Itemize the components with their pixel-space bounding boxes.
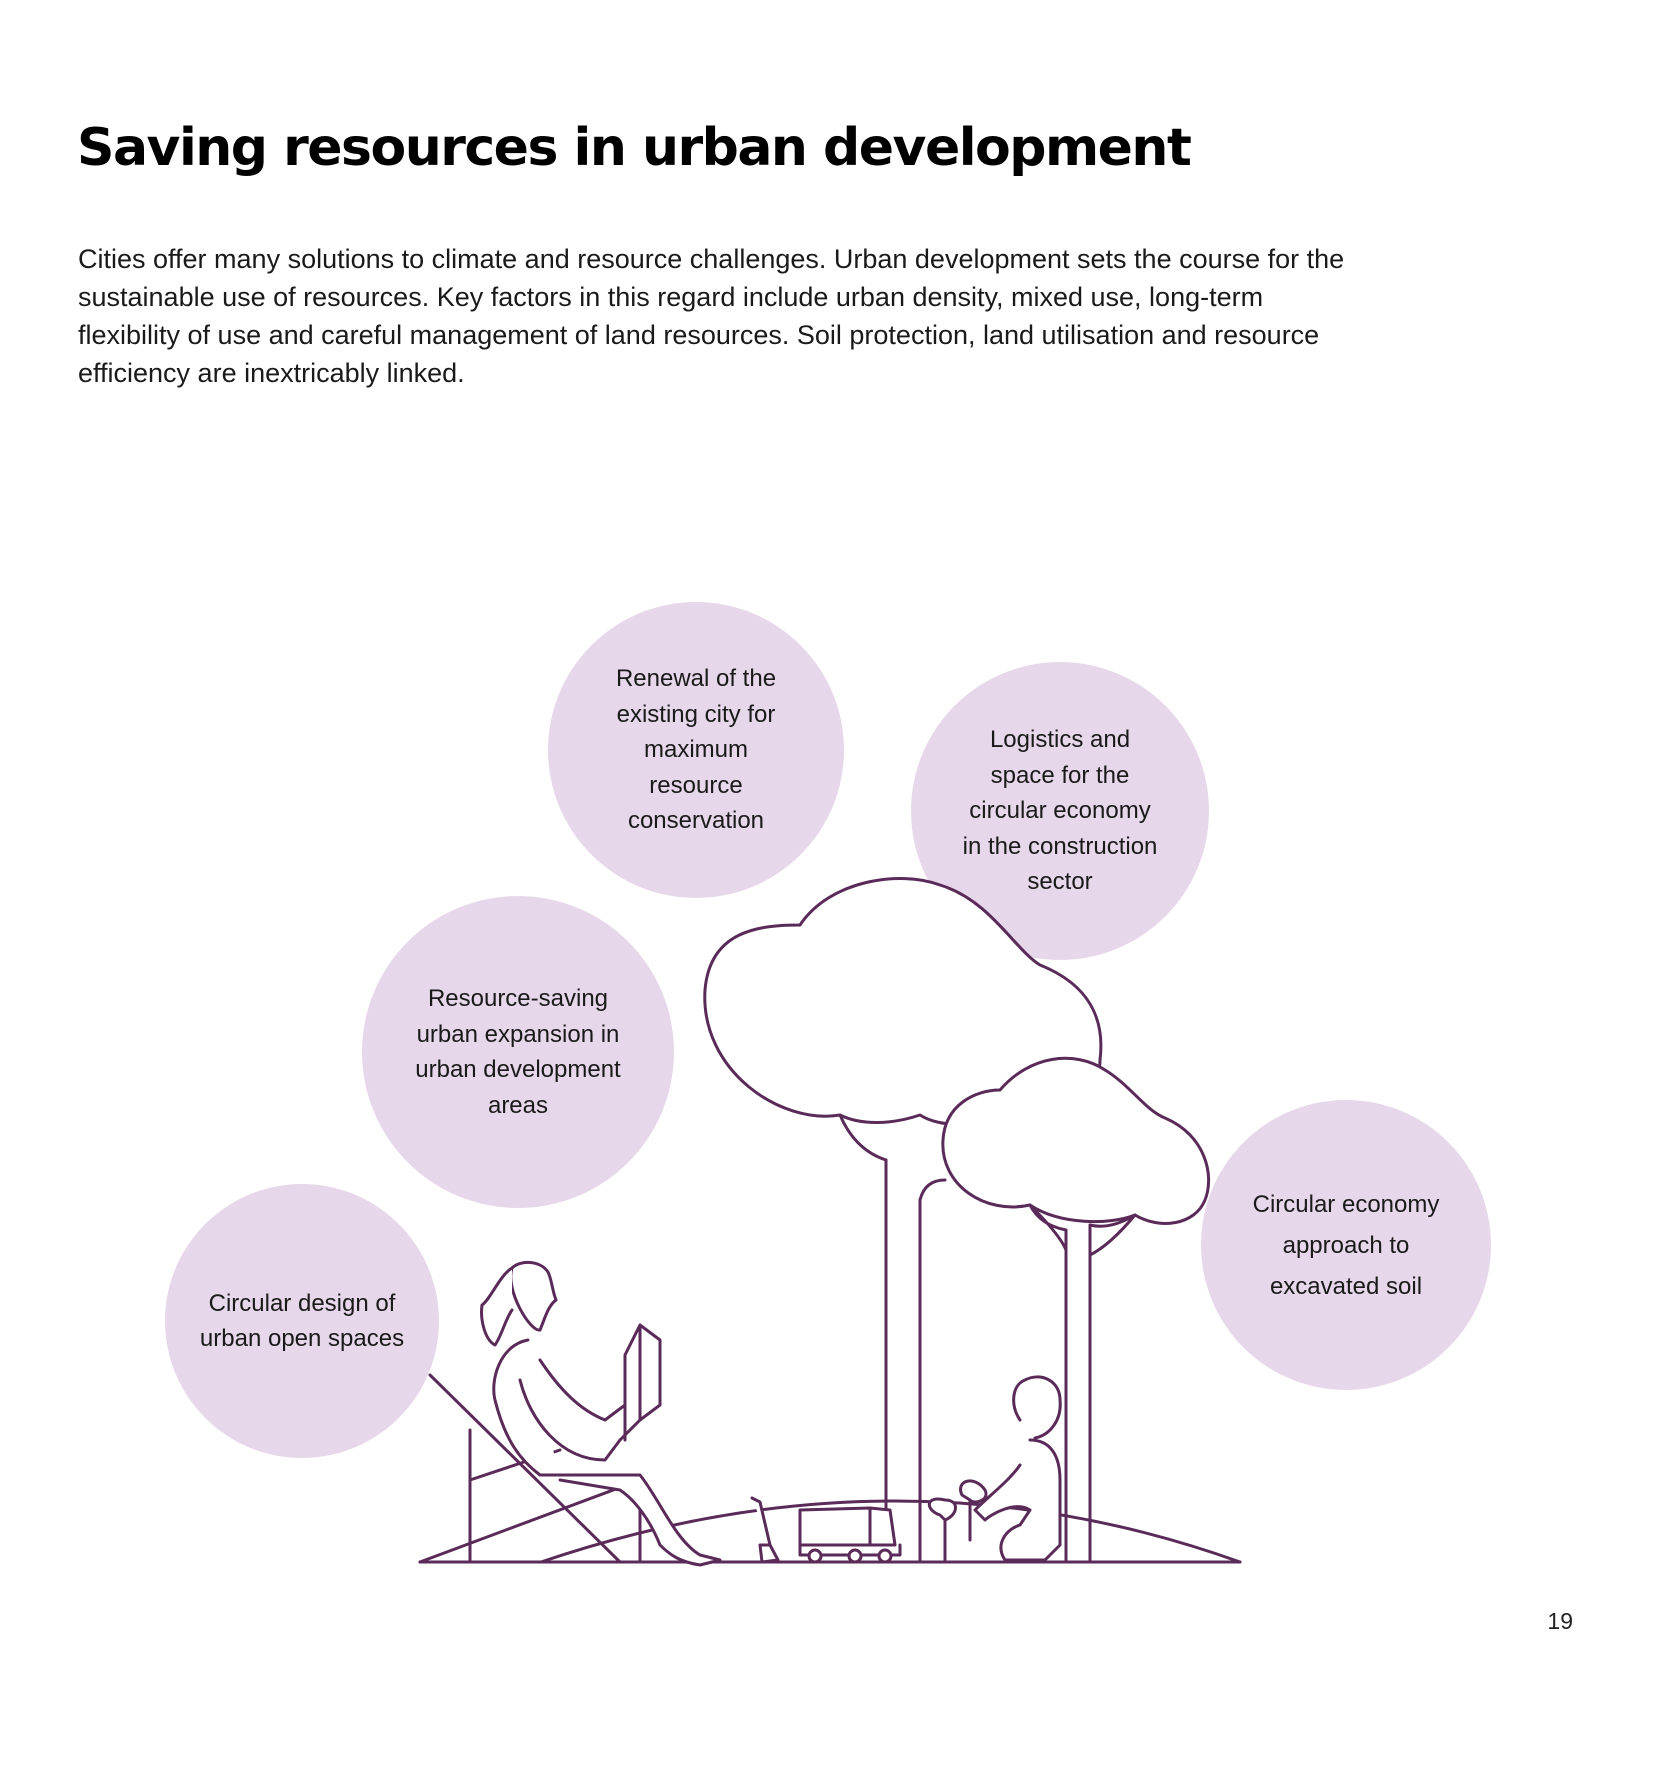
intro-line: sustainable use of resources. Key factors in this regard include urban density, mixed use, long-term — [78, 282, 1264, 312]
intro-line: Cities offer many solutions to climate and resource challenges. Urban development sets the course for the — [78, 244, 1345, 274]
truck-wheel — [849, 1550, 861, 1562]
bubble-label: Logistics and space for the circular economy in the construction sector — [962, 726, 1158, 896]
truck-wheel — [809, 1550, 821, 1562]
bubble-label: Resource-saving urban expansion in urban development areas — [415, 985, 621, 1119]
bubble-label: Circular economy approach to excavated soil — [1252, 1190, 1440, 1300]
truck-wheel — [879, 1550, 891, 1562]
woman-head — [511, 1262, 556, 1330]
intro-line: flexibility of use and careful management of land resources. Soil protection, land utilisation and resource — [78, 320, 1320, 350]
page-title: Saving resources in urban development — [77, 118, 1191, 178]
bubble-label: Renewal of the existing city for maximum resource conservation — [615, 665, 777, 835]
page-number: 19 — [1547, 1608, 1573, 1634]
intro-line: efficiency are inextricably linked. — [78, 358, 465, 388]
book — [620, 1325, 660, 1440]
big-tree-branch — [840, 1115, 945, 1200]
toy-truck — [800, 1508, 900, 1555]
small-tree-trunk — [1066, 1225, 1090, 1562]
child-head — [1014, 1377, 1061, 1438]
bubble-label: Circular design of urban open spaces — [199, 1289, 405, 1352]
woman-hair — [482, 1268, 512, 1345]
